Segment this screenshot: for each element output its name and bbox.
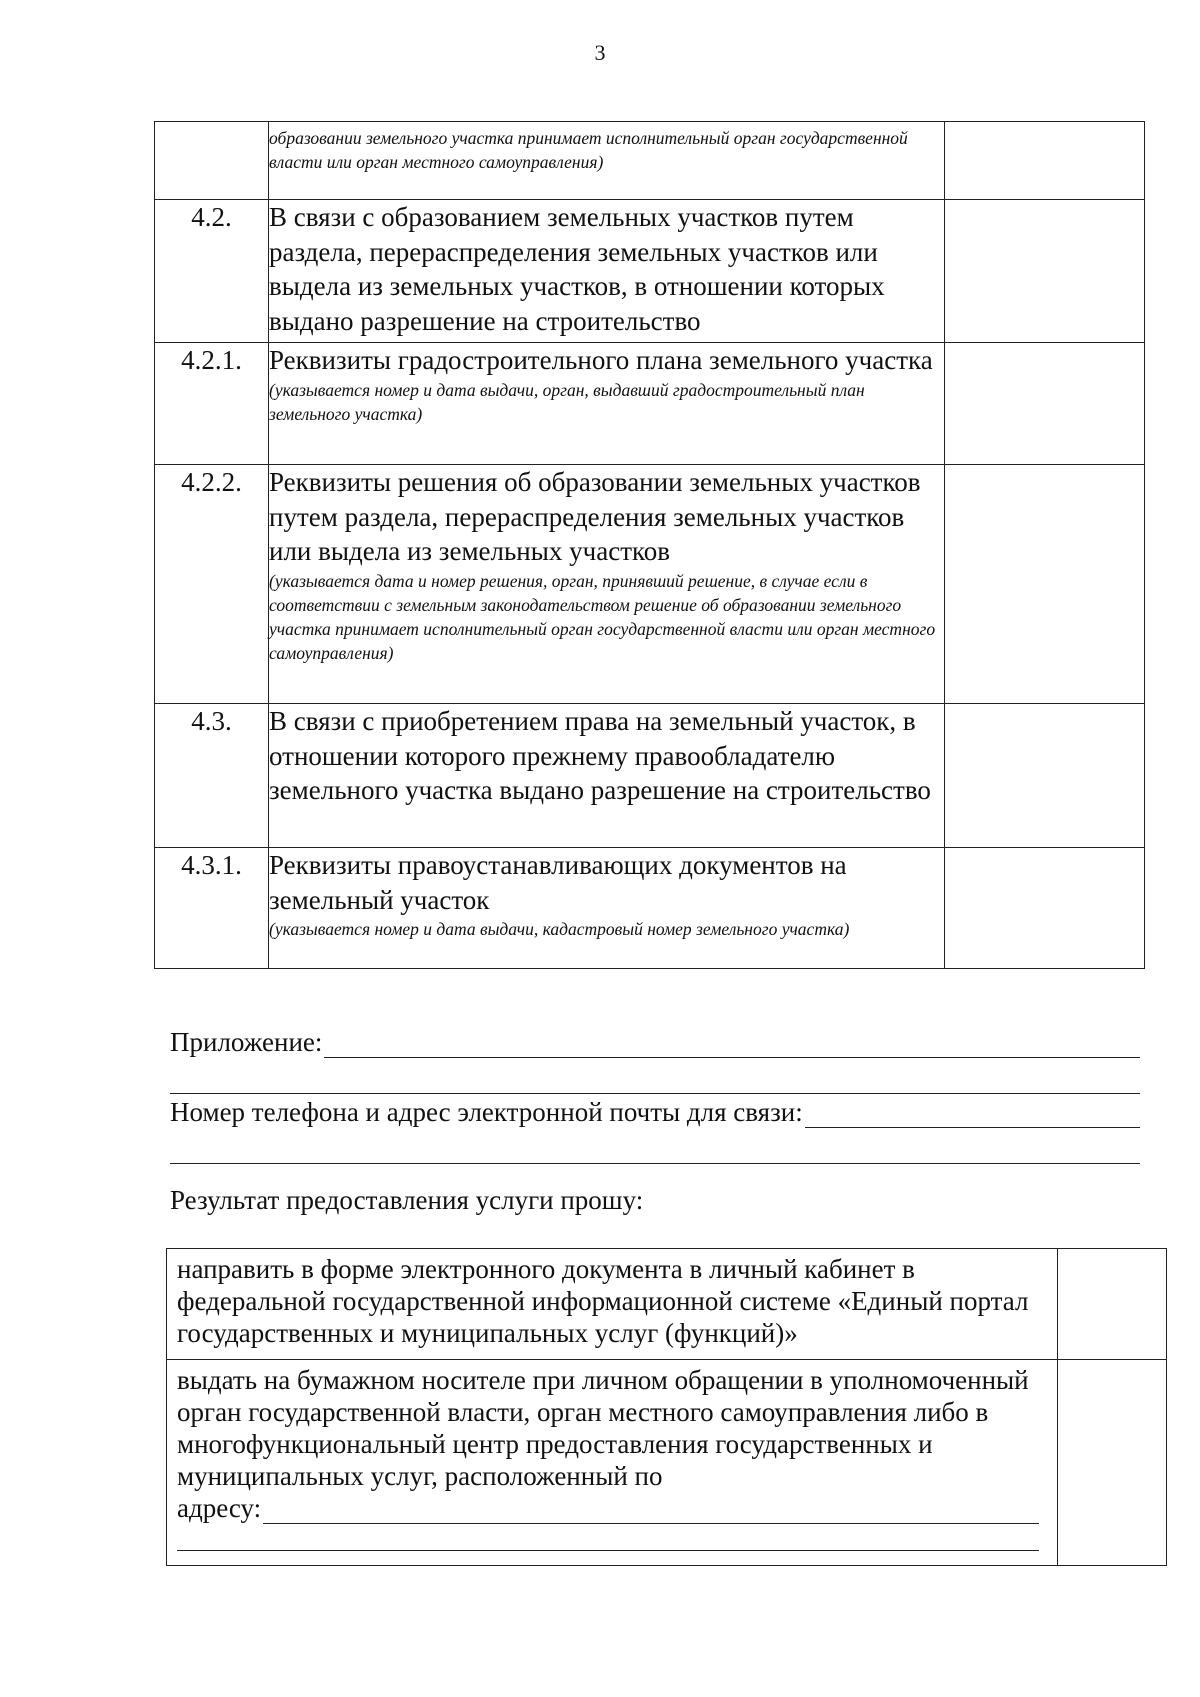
address-label: адресу: <box>177 1493 262 1523</box>
result-option-checkbox[interactable] <box>1058 1249 1167 1360</box>
row-number: 4.2. <box>155 200 269 343</box>
table-row <box>155 200 1145 343</box>
contact-block <box>170 1092 1140 1164</box>
row-number: 4.3.1. <box>155 848 269 969</box>
appendix-block <box>170 1022 1140 1094</box>
contact-field-continuation[interactable] <box>170 1162 1140 1164</box>
value-cell[interactable] <box>945 465 1145 704</box>
table-row <box>155 848 1145 969</box>
result-option <box>167 1360 1167 1566</box>
result-options-table <box>166 1248 1167 1566</box>
page-number: 3 <box>594 40 606 65</box>
result-option <box>167 1249 1167 1360</box>
contact-field[interactable] <box>805 1101 1140 1128</box>
value-cell[interactable] <box>945 122 1145 200</box>
result-option-text: направить в форме электронного документа в личный кабинет в федеральной государственной информационной системе «Единый портал государственных и муниципальных услуг (функций)» <box>167 1249 1058 1360</box>
num-cell <box>155 122 269 200</box>
appendix-label: Приложение: <box>170 1027 323 1057</box>
row-note: (указывается дата и номер решения, орган, принявший решение, в случае если в соответствии с земельным законодательством решение об образовании земельного участка принимает исполнительный орган государственной власти или орган местного самоуправления) <box>269 570 936 663</box>
table-row <box>155 465 1145 704</box>
row-text: В связи с образованием земельных участков путем раздела, перераспределения земельных участков или выдела из земельных участков, в отношении которых выдано разрешение на строительство <box>269 202 885 336</box>
row-note: (указывается номер и дата выдачи, орган, выдавший градостроительный план земельного участка) <box>269 379 865 424</box>
row-number: 4.3. <box>155 704 269 848</box>
table-row <box>155 122 1145 200</box>
row-text: Реквизиты правоустанавливающих документов на земельный участок <box>269 850 847 915</box>
contact-label: Номер телефона и адрес электронной почты для связи: <box>170 1097 803 1127</box>
table-row <box>155 704 1145 848</box>
result-option-checkbox[interactable] <box>1058 1360 1167 1566</box>
statement-table <box>154 121 1145 969</box>
value-cell[interactable] <box>945 343 1145 465</box>
value-cell[interactable] <box>945 200 1145 343</box>
row-text: Реквизиты решения об образовании земельных участков путем раздела, перераспределения земельных участков или выдела из земельных участков <box>269 467 921 566</box>
result-option-text: выдать на бумажном носителе при личном обращении в уполномоченный орган государственной власти, орган местного самоуправления либо в многофункциональный центр предоставления государственных и муниципальных услуг, расположенный по <box>177 1365 1029 1491</box>
value-cell[interactable] <box>945 704 1145 848</box>
row-note: (указывается номер и дата выдачи, кадастровый номер земельного участка) <box>269 919 850 939</box>
row-note: образовании земельного участка принимает исполнительный орган государственной власти или орган местного самоуправления) <box>269 128 908 172</box>
row-text: В связи с приобретением права на земельный участок, в отношении которого прежнему правообладателю земельного участка выдано разрешение на строительство <box>269 706 931 805</box>
value-cell[interactable] <box>945 848 1145 969</box>
appendix-field[interactable] <box>324 1031 1140 1058</box>
row-number: 4.2.1. <box>155 343 269 465</box>
row-number: 4.2.2. <box>155 465 269 704</box>
row-text: Реквизиты градостроительного плана земельного участка <box>269 345 933 375</box>
result-title: Результат предоставления услуги прошу: <box>170 1185 644 1215</box>
address-field[interactable] <box>263 1499 1039 1524</box>
table-row <box>155 343 1145 465</box>
address-field-continuation[interactable] <box>177 1524 1039 1551</box>
